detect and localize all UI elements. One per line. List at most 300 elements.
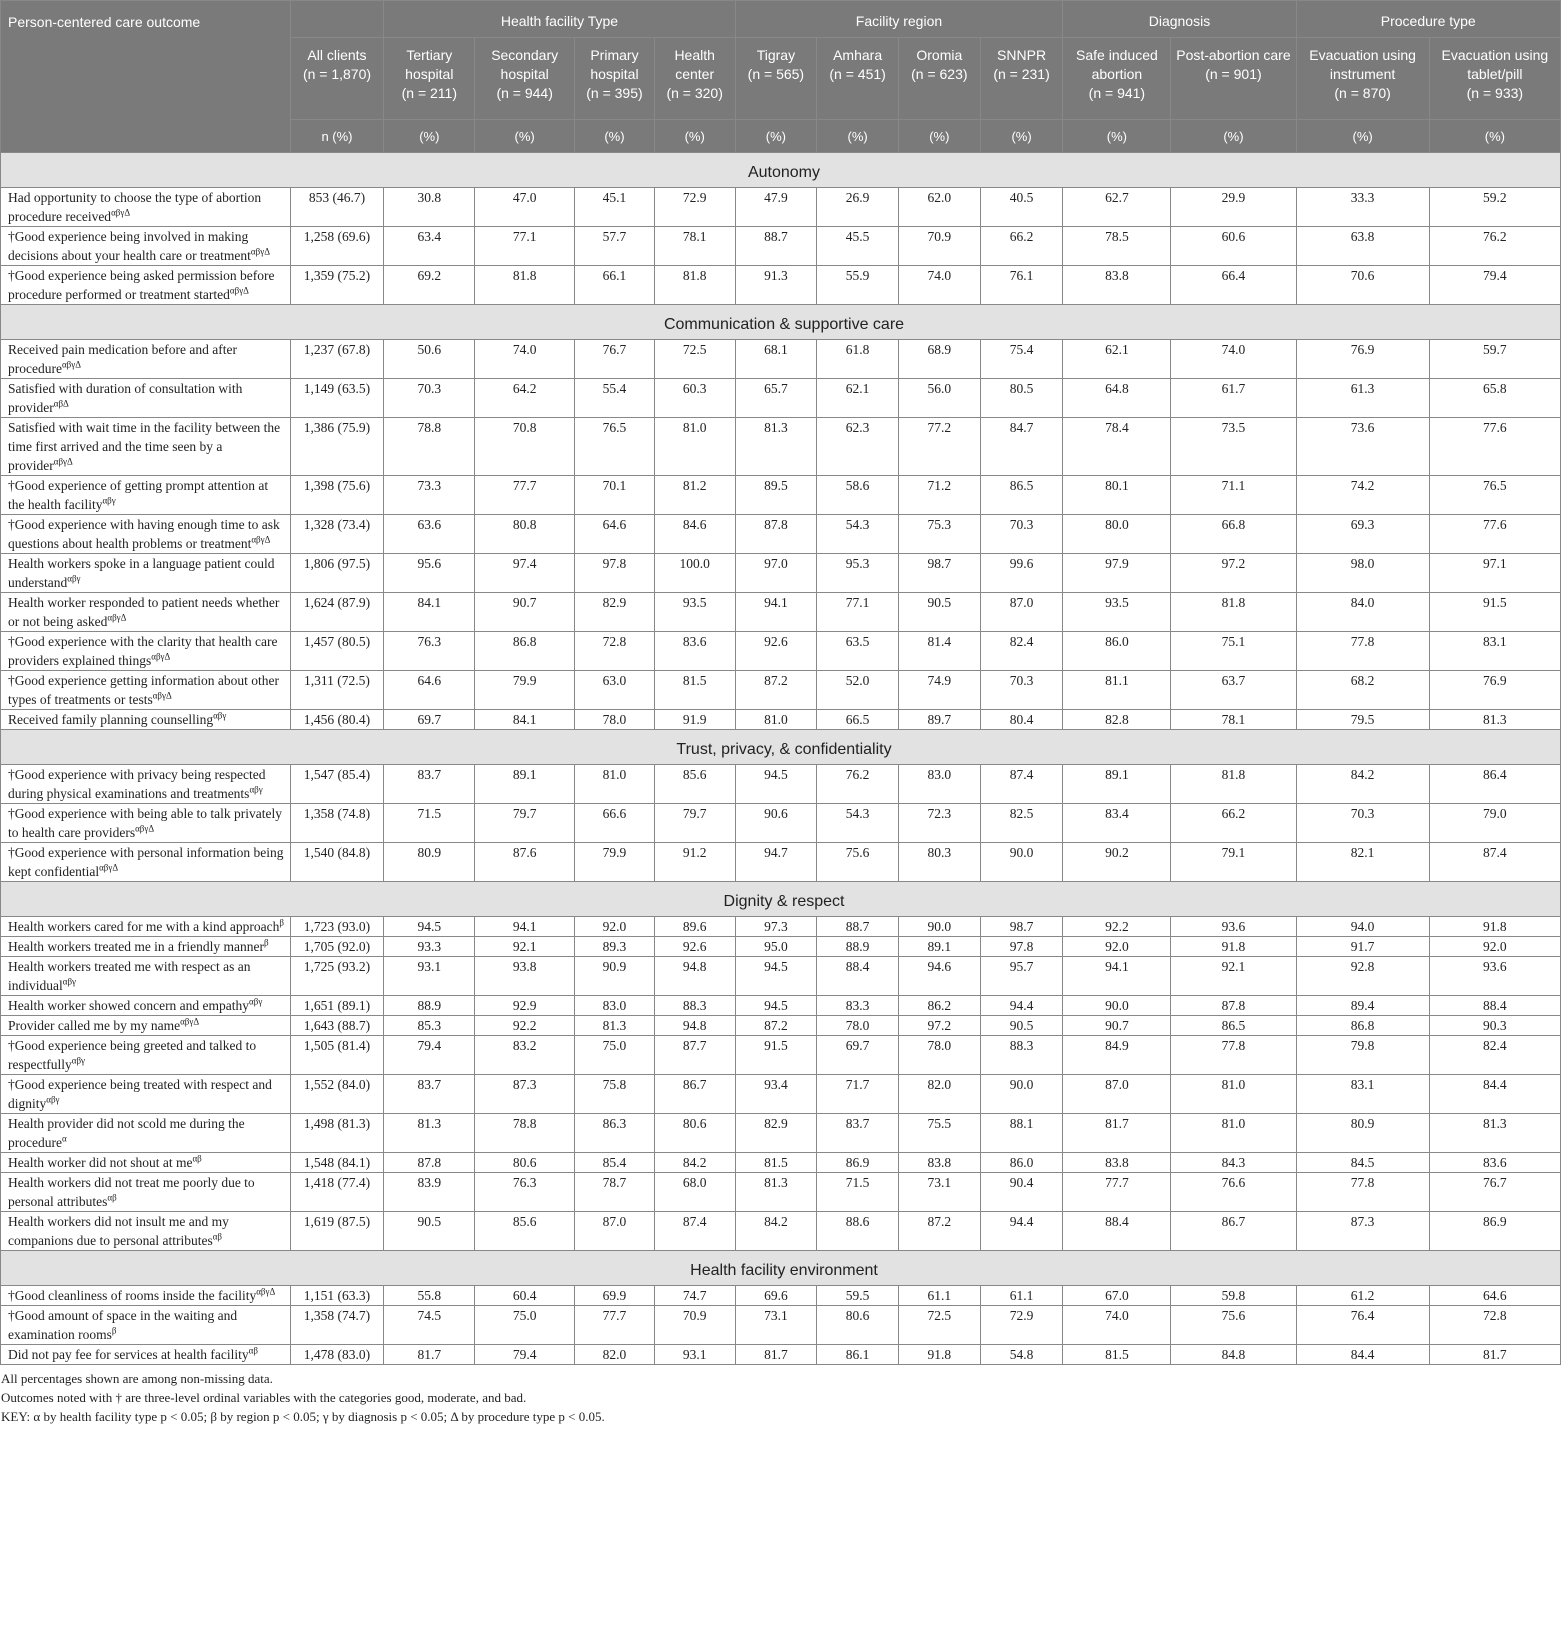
value-cell: 91.8 [898,1345,980,1365]
value-cell: 75.5 [898,1114,980,1153]
column-unit: (%) [817,120,899,153]
value-cell: 81.0 [1171,1075,1296,1114]
outcome-label: Did not pay fee for services at health facility [8,1347,249,1362]
value-cell: 74.9 [898,671,980,710]
value-cell: 87.7 [654,1036,735,1075]
value-cell: 88.9 [384,996,475,1016]
value-cell: 87.8 [384,1153,475,1173]
value-cell: 91.3 [735,266,817,305]
outcome-label: Had opportunity to choose the type of abortion procedure received [8,190,262,224]
value-cell: 75.6 [1171,1306,1296,1345]
value-cell: 87.0 [980,593,1063,632]
column-n: (n = 944) [496,85,553,101]
value-cell: 91.7 [1296,937,1429,957]
value-cell: 74.5 [384,1306,475,1345]
value-cell: 77.8 [1296,632,1429,671]
value-cell: 63.8 [1296,227,1429,266]
column-name: Amhara [833,47,883,63]
value-cell: 72.5 [654,340,735,379]
value-cell: 86.9 [1429,1212,1560,1251]
value-cell: 76.1 [980,266,1063,305]
value-cell: 89.5 [735,476,817,515]
outcome-label-cell [1,1016,291,1036]
value-cell: 87.3 [1296,1212,1429,1251]
all-clients-cell: 1,457 (80.5) [290,632,384,671]
significance-marks: αβγΔ [229,285,249,296]
column-header [575,38,655,120]
column-n: (n = 231) [993,66,1050,82]
column-n: (n = 211) [401,85,457,101]
value-cell: 97.0 [735,554,817,593]
value-cell: 93.8 [475,957,575,996]
outcome-label: Health workers treated me in a friendly manner [8,939,265,954]
outcome-label-cell [1,340,291,379]
significance-marks: αβγ [249,996,263,1007]
value-cell: 59.2 [1429,188,1560,227]
outcome-label-cell [1,593,291,632]
value-cell: 74.7 [654,1286,735,1306]
value-cell: 62.7 [1063,188,1171,227]
value-cell: 81.5 [735,1153,817,1173]
value-cell: 62.3 [817,418,899,476]
column-unit: (%) [475,120,575,153]
value-cell: 94.8 [654,957,735,996]
value-cell: 76.2 [1429,227,1560,266]
all-clients-cell: 1,643 (88.7) [290,1016,384,1036]
value-cell: 54.3 [817,515,899,554]
value-cell: 93.1 [654,1345,735,1365]
value-cell: 94.7 [735,843,817,882]
value-cell: 84.2 [1296,765,1429,804]
value-cell: 84.0 [1296,593,1429,632]
value-cell: 75.6 [817,843,899,882]
value-cell: 97.3 [735,917,817,937]
value-cell: 89.1 [475,765,575,804]
all-clients-cell: 1,725 (93.2) [290,957,384,996]
table-notes [0,1369,1561,1426]
value-cell: 81.3 [575,1016,655,1036]
value-cell: 86.8 [475,632,575,671]
value-cell: 87.0 [1063,1075,1171,1114]
table-row [1,1345,1561,1365]
column-n: (n = 451) [829,66,886,82]
column-unit: (%) [980,120,1063,153]
value-cell: 89.6 [654,917,735,937]
column-name: Tigray [756,47,796,63]
value-cell: 61.3 [1296,379,1429,418]
value-cell: 79.4 [1429,266,1560,305]
value-cell: 55.4 [575,379,655,418]
section-row [1,153,1561,188]
value-cell: 80.5 [980,379,1063,418]
outcome-label-cell [1,227,291,266]
column-header [1296,38,1429,120]
value-cell: 81.3 [735,1173,817,1212]
value-cell: 66.2 [980,227,1063,266]
column-name: SNNPR [997,47,1047,63]
significance-marks: αβγ [71,1055,86,1066]
outcome-label-cell [1,1075,291,1114]
value-cell: 76.9 [1296,340,1429,379]
value-cell: 90.2 [1063,843,1171,882]
value-cell: 83.1 [1296,1075,1429,1114]
significance-marks: β [264,937,269,948]
value-cell: 84.4 [1429,1075,1560,1114]
outcome-label: †Good experience with privacy being respected during physical examinations and treatments [8,767,266,801]
value-cell: 80.1 [1063,476,1171,515]
value-cell: 61.8 [817,340,899,379]
value-cell: 81.7 [735,1345,817,1365]
value-cell: 97.2 [1171,554,1296,593]
group-header-facility-type: Health facility Type [384,1,735,38]
outcome-label-cell [1,418,291,476]
value-cell: 82.9 [735,1114,817,1153]
table-row [1,1075,1561,1114]
column-name: Safe induced abortion [1076,47,1158,82]
significance-marks: αβγ [46,1094,60,1105]
significance-marks: α [61,1133,67,1144]
all-clients-cell: 1,705 (92.0) [290,937,384,957]
value-cell: 77.6 [1429,418,1560,476]
section-title: Autonomy [1,153,1561,188]
value-cell: 91.2 [654,843,735,882]
value-cell: 87.2 [735,671,817,710]
significance-marks: αβγΔ [53,456,73,467]
significance-marks: αβγ [62,976,77,987]
significance-marks: αβγΔ [61,359,82,370]
outcome-header: Person-centered care outcome [1,1,291,153]
all-clients-cell: 1,311 (72.5) [290,671,384,710]
value-cell: 84.1 [475,710,575,730]
significance-marks: αβ [248,1345,258,1356]
significance-marks: αβγΔ [99,862,119,873]
value-cell: 66.2 [1171,804,1296,843]
outcome-label: †Good experience getting information about other types of treatments or tests [8,673,280,707]
value-cell: 64.8 [1063,379,1171,418]
value-cell: 81.3 [1429,710,1560,730]
outcome-label-cell [1,1306,291,1345]
value-cell: 77.7 [475,476,575,515]
value-cell: 80.4 [980,710,1063,730]
value-cell: 73.6 [1296,418,1429,476]
value-cell: 73.3 [384,476,475,515]
value-cell: 76.3 [384,632,475,671]
value-cell: 82.4 [1429,1036,1560,1075]
section-title: Trust, privacy, & confidentiality [1,730,1561,765]
value-cell: 90.9 [575,957,655,996]
table-row [1,554,1561,593]
all-clients-cell: 1,358 (74.7) [290,1306,384,1345]
value-cell: 90.7 [1063,1016,1171,1036]
value-cell: 79.7 [654,804,735,843]
column-name: Health center [674,47,715,82]
value-cell: 75.4 [980,340,1063,379]
value-cell: 75.0 [575,1036,655,1075]
outcome-label-cell [1,957,291,996]
value-cell: 75.0 [475,1306,575,1345]
value-cell: 79.9 [575,843,655,882]
all-clients-cell: 1,498 (81.3) [290,1114,384,1153]
significance-marks: αβγΔ [152,690,172,701]
significance-marks: αβγ [213,710,227,721]
value-cell: 91.8 [1171,937,1296,957]
group-header-region: Facility region [735,1,1063,38]
table-row [1,996,1561,1016]
outcome-label-cell [1,1345,291,1365]
value-cell: 93.3 [384,937,475,957]
outcome-label: †Good experience being treated with respect and dignity [8,1077,272,1111]
value-cell: 83.8 [1063,266,1171,305]
value-cell: 60.3 [654,379,735,418]
value-cell: 68.0 [654,1173,735,1212]
value-cell: 81.0 [735,710,817,730]
value-cell: 76.5 [575,418,655,476]
value-cell: 97.8 [575,554,655,593]
value-cell: 76.6 [1171,1173,1296,1212]
significance-marks: αβγΔ [135,823,155,834]
value-cell: 83.2 [475,1036,575,1075]
value-cell: 97.4 [475,554,575,593]
value-cell: 81.3 [384,1114,475,1153]
value-cell: 86.8 [1296,1016,1429,1036]
value-cell: 87.6 [475,843,575,882]
note-line: All percentages shown are among non-missing data. [1,1371,273,1386]
value-cell: 72.3 [898,804,980,843]
outcome-label: †Good experience with being able to talk privately to health care providers [8,806,283,840]
value-cell: 92.2 [475,1016,575,1036]
value-cell: 81.7 [1429,1345,1560,1365]
significance-marks: αβγΔ [111,207,131,218]
value-cell: 33.3 [1296,188,1429,227]
table-row [1,671,1561,710]
value-cell: 92.8 [1296,957,1429,996]
value-cell: 91.8 [1429,917,1560,937]
value-cell: 78.7 [575,1173,655,1212]
value-cell: 69.6 [735,1286,817,1306]
value-cell: 76.7 [575,340,655,379]
value-cell: 92.1 [475,937,575,957]
value-cell: 95.6 [384,554,475,593]
value-cell: 98.0 [1296,554,1429,593]
column-n: (n = 623) [911,66,968,82]
value-cell: 54.8 [980,1345,1063,1365]
note-key: KEY: α by health facility type p < 0.05; β by region p < 0.05; γ by diagnosis p < 0.05; Δ by procedure type p < 0.05. [1,1409,605,1424]
value-cell: 69.7 [817,1036,899,1075]
value-cell: 83.3 [817,996,899,1016]
outcome-label: Health workers cared for me with a kind approach [8,919,280,934]
group-header-procedure: Procedure type [1296,1,1561,38]
value-cell: 89.1 [898,937,980,957]
outcome-label: Provider called me by my name [8,1018,181,1033]
value-cell: 84.6 [654,515,735,554]
value-cell: 88.3 [654,996,735,1016]
outcome-label: †Good experience with the clarity that health care providers explained things [8,634,278,668]
all-clients-cell: 1,505 (81.4) [290,1036,384,1075]
value-cell: 79.4 [475,1345,575,1365]
value-cell: 86.7 [1171,1212,1296,1251]
significance-marks: αβγΔ [250,246,270,257]
value-cell: 92.2 [1063,917,1171,937]
value-cell: 62.0 [898,188,980,227]
value-cell: 94.6 [898,957,980,996]
outcome-label: †Good experience being greeted and talked to respectfully [8,1038,257,1072]
value-cell: 72.8 [575,632,655,671]
value-cell: 62.1 [1063,340,1171,379]
value-cell: 74.0 [1171,340,1296,379]
column-unit: (%) [654,120,735,153]
value-cell: 88.4 [817,957,899,996]
all-clients-cell: 1,723 (93.0) [290,917,384,937]
value-cell: 74.2 [1296,476,1429,515]
column-header [475,38,575,120]
blank-group-header [290,1,384,38]
value-cell: 59.5 [817,1286,899,1306]
value-cell: 90.5 [384,1212,475,1251]
value-cell: 94.1 [1063,957,1171,996]
value-cell: 79.1 [1171,843,1296,882]
value-cell: 84.3 [1171,1153,1296,1173]
value-cell: 88.4 [1063,1212,1171,1251]
value-cell: 83.8 [898,1153,980,1173]
value-cell: 81.3 [1429,1114,1560,1153]
value-cell: 86.1 [817,1345,899,1365]
significance-marks: αβγ [67,573,81,584]
column-unit: (%) [735,120,817,153]
group-header-diagnosis: Diagnosis [1063,1,1296,38]
table-row [1,804,1561,843]
outcome-label: Satisfied with duration of consultation with provider [8,381,243,415]
value-cell: 93.1 [384,957,475,996]
outcome-label-cell [1,1036,291,1075]
value-cell: 95.7 [980,957,1063,996]
value-cell: 83.6 [1429,1153,1560,1173]
value-cell: 85.4 [575,1153,655,1173]
all-clients-cell: 1,624 (87.9) [290,593,384,632]
table-row [1,1036,1561,1075]
value-cell: 92.9 [475,996,575,1016]
column-header [898,38,980,120]
value-cell: 76.3 [475,1173,575,1212]
column-n: (n = 941) [1088,85,1146,101]
value-cell: 55.9 [817,266,899,305]
outcome-label-cell [1,765,291,804]
value-cell: 47.9 [735,188,817,227]
all-clients-cell: 1,806 (97.5) [290,554,384,593]
outcome-label-cell [1,554,291,593]
value-cell: 82.0 [898,1075,980,1114]
value-cell: 93.5 [1063,593,1171,632]
value-cell: 71.2 [898,476,980,515]
all-clients-cell: 1,456 (80.4) [290,710,384,730]
column-header [1429,38,1560,120]
value-cell: 83.4 [1063,804,1171,843]
section-row [1,1251,1561,1286]
value-cell: 66.8 [1171,515,1296,554]
outcome-label: Health worker showed concern and empathy [8,998,250,1013]
significance-marks: αβ [107,1192,117,1203]
column-unit: n (%) [290,120,384,153]
value-cell: 82.1 [1296,843,1429,882]
outcome-label-cell [1,996,291,1016]
outcome-label: †Good cleanliness of rooms inside the facility [8,1288,257,1303]
outcome-label-cell [1,917,291,937]
column-header [980,38,1063,120]
outcome-label-cell [1,1114,291,1153]
value-cell: 76.2 [817,765,899,804]
value-cell: 77.1 [817,593,899,632]
column-header [384,38,475,120]
value-cell: 78.5 [1063,227,1171,266]
value-cell: 61.1 [898,1286,980,1306]
value-cell: 60.6 [1171,227,1296,266]
table-row [1,843,1561,882]
table-row [1,593,1561,632]
table-header [1,1,1561,153]
column-name: Oromia [916,47,963,63]
outcome-label-cell [1,1286,291,1306]
outcome-label: Health workers treated me with respect as an individual [8,959,251,993]
value-cell: 80.9 [1296,1114,1429,1153]
section-row [1,305,1561,340]
significance-marks: β [111,1325,117,1336]
value-cell: 83.0 [898,765,980,804]
table-row [1,515,1561,554]
value-cell: 79.5 [1296,710,1429,730]
value-cell: 80.0 [1063,515,1171,554]
value-cell: 63.7 [1171,671,1296,710]
table-row [1,340,1561,379]
outcome-label-cell [1,379,291,418]
value-cell: 84.2 [654,1153,735,1173]
value-cell: 81.5 [1063,1345,1171,1365]
table-row [1,1016,1561,1036]
value-cell: 64.6 [384,671,475,710]
value-cell: 55.8 [384,1286,475,1306]
value-cell: 74.0 [1063,1306,1171,1345]
value-cell: 80.8 [475,515,575,554]
value-cell: 92.0 [575,917,655,937]
value-cell: 86.3 [575,1114,655,1153]
table-row [1,710,1561,730]
value-cell: 93.6 [1429,957,1560,996]
outcome-label: †Good experience with having enough time to ask questions about health problems or treatment [8,517,280,551]
column-name: Evacuation using instrument [1309,47,1416,82]
value-cell: 94.5 [735,996,817,1016]
value-cell: 75.3 [898,515,980,554]
value-cell: 77.1 [475,227,575,266]
value-cell: 70.3 [980,515,1063,554]
all-clients-cell: 1,328 (73.4) [290,515,384,554]
value-cell: 76.4 [1296,1306,1429,1345]
value-cell: 82.0 [575,1345,655,1365]
value-cell: 84.9 [1063,1036,1171,1075]
table-row [1,917,1561,937]
column-n: (n = 1,870) [302,66,372,82]
value-cell: 57.7 [575,227,655,266]
value-cell: 98.7 [980,917,1063,937]
value-cell: 87.4 [980,765,1063,804]
value-cell: 81.0 [654,418,735,476]
value-cell: 70.3 [980,671,1063,710]
value-cell: 47.0 [475,188,575,227]
value-cell: 71.7 [817,1075,899,1114]
value-cell: 86.2 [898,996,980,1016]
value-cell: 45.5 [817,227,899,266]
value-cell: 90.3 [1429,1016,1560,1036]
value-cell: 74.0 [898,266,980,305]
value-cell: 90.0 [980,1075,1063,1114]
value-cell: 62.1 [817,379,899,418]
